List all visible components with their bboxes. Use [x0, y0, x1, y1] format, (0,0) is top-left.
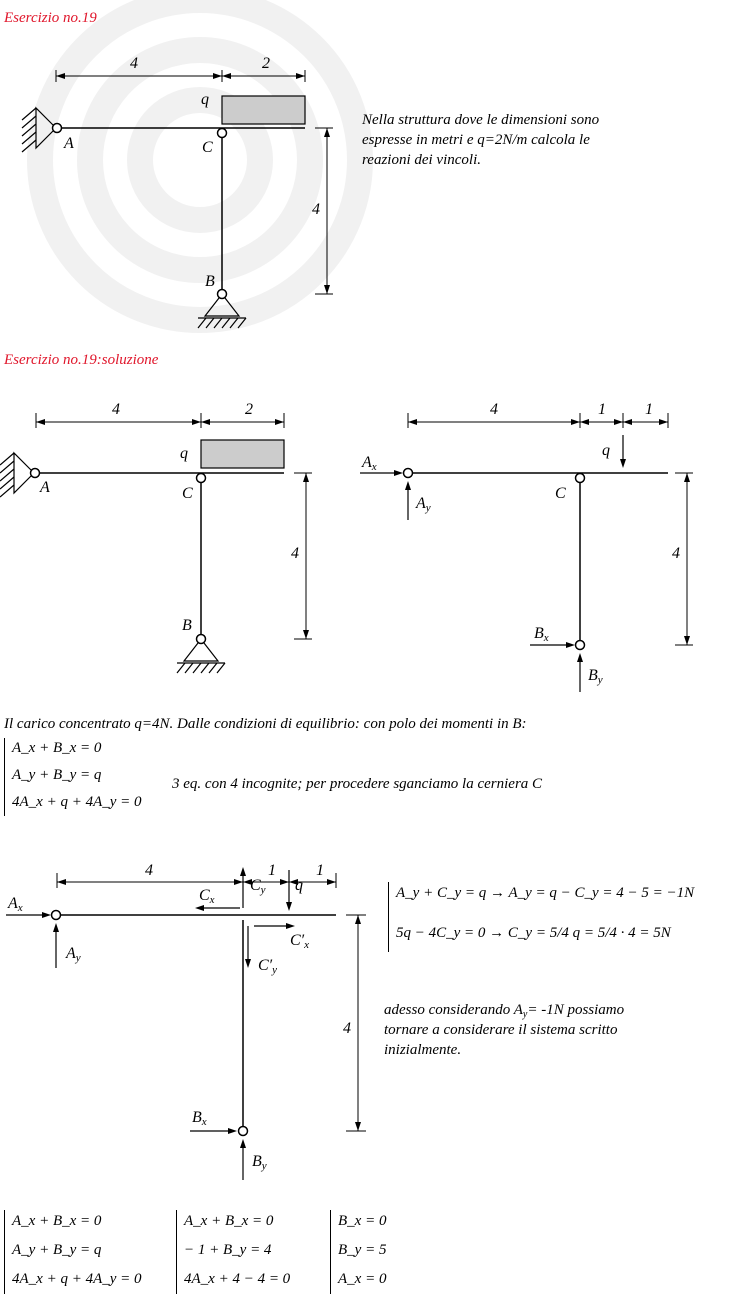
intro-text: Il carico concentrato q=4N. Dalle condizioni di equilibrio: con polo dei momenti in B:: [4, 716, 527, 732]
comment-line-1: adesso considerando $A_y= -1N$ possiamo: [384, 1002, 625, 1020]
dim-label: 4: [312, 201, 320, 218]
node-label: C: [182, 485, 193, 502]
force-label: C′y: [258, 957, 278, 976]
dim-label: 4: [343, 1020, 351, 1037]
force-label: Ay: [416, 495, 431, 514]
force-label: By: [252, 1153, 267, 1172]
force-label: Ax: [362, 454, 377, 473]
dim-label: 4: [490, 401, 498, 418]
dim-label: 1: [268, 862, 276, 879]
node-label: A: [64, 135, 74, 152]
equation: A_y + C_y = q → A_y = q − C_y = 4 − 5 = −1N: [396, 885, 695, 901]
load-label: q: [201, 91, 209, 108]
force-label: By: [588, 667, 603, 686]
comment-line-3: inizialmente.: [384, 1042, 462, 1058]
equation: A_x + B_x = 0: [12, 740, 102, 756]
brace: [176, 1210, 177, 1294]
equation: B_x = 0: [338, 1213, 387, 1229]
dim-label: 1: [645, 401, 653, 418]
load-label: q: [295, 877, 303, 894]
brace: [4, 1210, 5, 1294]
exercise-title: Esercizio no.19: [4, 10, 97, 26]
equation: 4A_x + q + 4A_y = 0: [12, 794, 142, 810]
dim-label: 4: [672, 545, 680, 562]
node-label: B: [182, 617, 192, 634]
equation: A_y + B_y = q: [12, 767, 102, 783]
node-label: C: [555, 485, 566, 502]
brace: [388, 882, 389, 952]
statement-line-3: reazioni dei vincoli.: [362, 152, 482, 168]
force-label: Bx: [192, 1109, 207, 1128]
dim-label: 4: [145, 862, 153, 879]
force-label: Cx: [199, 887, 215, 906]
statement-line-1: Nella struttura dove le dimensioni sono: [362, 112, 600, 128]
force-label: Bx: [534, 625, 549, 644]
node-label: B: [205, 273, 215, 290]
statement-line-2: espresse in metri e q=2N/m calcola le: [362, 132, 590, 148]
equation: 4A_x + 4 − 4 = 0: [184, 1271, 291, 1287]
force-label: Cy: [250, 877, 266, 896]
dim-label: 2: [245, 401, 253, 418]
dim-label: 4: [130, 55, 138, 72]
equation: A_x = 0: [338, 1271, 387, 1287]
force-label: Ay: [66, 945, 81, 964]
equation: A_y + B_y = q: [12, 1242, 102, 1258]
equation: B_y = 5: [338, 1242, 387, 1258]
dim-label: 2: [262, 55, 270, 72]
dim-label: 4: [112, 401, 120, 418]
force-label: Ax: [8, 895, 23, 914]
solution-title: Esercizio no.19:soluzione: [4, 352, 159, 368]
equation: 4A_x + q + 4A_y = 0: [12, 1271, 142, 1287]
node-label: C: [202, 139, 213, 156]
dim-label: 1: [598, 401, 606, 418]
force-label: C′x: [290, 932, 310, 951]
load-label: q: [602, 442, 610, 459]
load-label: q: [180, 445, 188, 462]
equation: 5q − 4C_y = 0 → C_y = 5/4 q = 5/4 · 4 = 5N: [396, 925, 671, 941]
dim-label: 1: [316, 862, 324, 879]
equation: A_x + B_x = 0: [12, 1213, 102, 1229]
node-label: A: [40, 479, 50, 496]
equation: A_x + B_x = 0: [184, 1213, 274, 1229]
dim-label: 4: [291, 545, 299, 562]
comment-line-2: tornare a considerare il sistema scritto: [384, 1022, 618, 1038]
note-text: 3 eq. con 4 incognite; per procedere sganciamo la cerniera C: [172, 776, 543, 792]
brace: [330, 1210, 331, 1294]
equation: − 1 + B_y = 4: [184, 1242, 272, 1258]
